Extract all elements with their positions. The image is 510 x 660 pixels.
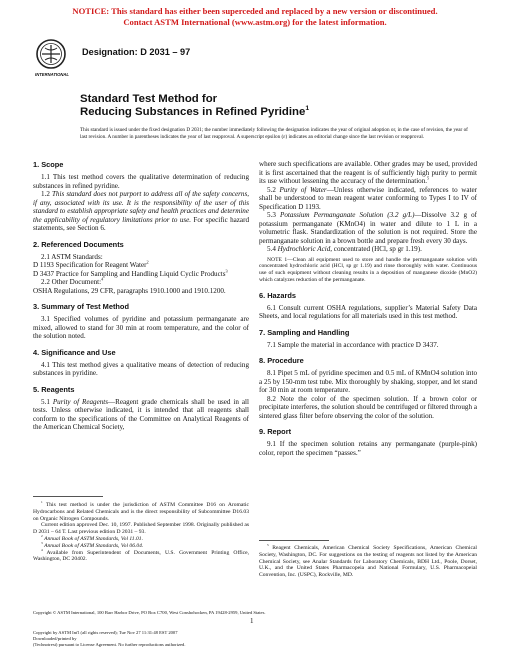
para-1-1: 1.1 This test method covers the qualitative determination of reducing substances in refined pyridine. [33, 173, 249, 190]
left-footnotes [33, 502, 249, 563]
title-text: Reducing Substances in Refined Pyridine [80, 106, 306, 118]
para-6-1: 6.1 Consult current OSHA regulations, supplier’s Material Safety Data Sheets, and local regulations for all materials used in this test method. [259, 303, 477, 321]
ref-d1193 [33, 261, 249, 270]
designation: Designation: D 2031 – 97 [82, 47, 191, 57]
section-3-heading: 3. Summary of Test Method [33, 302, 129, 311]
right-footnotes [259, 545, 477, 579]
footnote-2-text: Annual Book of ASTM Standards, Vol 11.01. [44, 535, 143, 542]
para-1-2 [33, 190, 249, 233]
para-1-2-tail: For specific hazard statements, see Section 6. [33, 215, 249, 232]
section-7-heading: 7. Sampling and Handling [259, 327, 350, 337]
footnote-3 [33, 540, 249, 550]
footnote-4-text: Available from Superintendent of Documents, U.S. Government Printing Office, Washington, DC 20402. [33, 549, 249, 563]
section-5-heading: 5. Reagents [33, 384, 75, 394]
para-5-2 [259, 186, 477, 212]
para-5-2-italic: Purity of Water [279, 185, 327, 194]
ref-d3437 [33, 270, 249, 279]
footnote-4-mark: 4 [41, 547, 43, 552]
issuance-statement: This standard is issued under the fixed designation D 2031; the number immediately following the designation indicates the year of original adoption or, in the case of revision, the year of last revision. A number in parentheses indicates the year of last reapproval. A superscript epsilon (ε) indicates an editorial change since the last revision or reapproval. [80, 127, 468, 140]
para-5-4 [259, 245, 477, 254]
footnote-2 [33, 536, 249, 543]
footnote-3-mark: 3 [41, 540, 43, 545]
footnote-5 [259, 545, 477, 579]
footnote-3-text: Annual Book of ASTM Standards, Vol 06.04. [44, 542, 144, 549]
footnote-2-mark: 2 [41, 534, 43, 539]
footnote-5-text: Reagent Chemicals, American Chemical Society Specifications, American Chemical Society, Washington, DC. For suggestions on the testing of reagents not listed by the American Chemical Society, see Analar Standards for Laboratory Chemicals, BDH Ltd., Poole, Dorset, U.K., and the United States Pharmacopeia and National Formulary, U.S. Pharmacopeial Convention, Inc. (USPC), Rockville, MD. [259, 545, 477, 579]
ref-osha: OSHA Regulations, 29 CFR, paragraphs 1910.1000 and 1910.1200. [33, 286, 226, 295]
footnote-1 [33, 502, 249, 522]
notice-line-1: NOTICE: This standard has either been superceded and replaced by a new version or discontinued. [72, 6, 438, 16]
title-line-1: Standard Test Method for [80, 93, 218, 105]
logo-subtext: INTERNATIONAL [35, 72, 69, 77]
left-footnote-rule [33, 496, 103, 497]
para-5-3-num: 5.3 [267, 211, 280, 219]
section-9-heading: 9. Report [259, 427, 292, 437]
para-8-2: 8.2 Note the color of the specimen solution. If a brown color or precipitate interferes, the solution should be centrifuged or filtered through a sintered glass filter before observing the color of the solution. [259, 394, 477, 420]
para-5-1 [33, 398, 249, 432]
para-7-1: 7.1 Sample the material in accordance with practice D 3437. [267, 340, 439, 349]
watermark-line-1: Copyright by ASTM Int'l (all rights reserved); Tue Nov 27 11:31:48 EST 2007 [33, 630, 178, 635]
license-watermark [33, 630, 186, 648]
para-5-4-italic: Hydrochloric Acid [277, 245, 331, 253]
note-1: NOTE 1—Clean all equipment used to store and handle the permanganate solution with concentrated hydrochloric acid (HCl, sp gr 1.19) and rinse thoroughly with water. Continuous use of such equipment without cleaning results in a deposition of manganese dioxide (MnO2) which catalyzes reduction of the permanganate. [259, 256, 477, 283]
para-3-1: 3.1 Specified volumes of pyridine and potassium permanganate are mixed, allowed to stand for 30 min at room temperature, and the color of the solution noted. [33, 315, 249, 340]
para-5-1-cont-text: where such specifications are available. Other grades may be used, provided it is first ascertained that the reagent is of sufficiently high purity to permit its use without lessening the accuracy of the determination. [259, 160, 477, 185]
para-1-2-italic: This standard does not purport to address all of the safety concerns, if any, associated with its use. It is the responsibility of the user of this standard to establish appropriate safety and health practices and determine the applicability of regulatory limitations prior to use. [33, 190, 250, 224]
supersede-notice [0, 6, 510, 28]
copyright-line: Copyright © ASTM International, 100 Barr Harbor Drive, PO Box C700, West Conshohocken, PA 19428-2959, United States. [33, 610, 266, 615]
ref-d3437-fn: 3 [225, 268, 228, 274]
section-2-heading: 2. Referenced Documents [33, 239, 124, 249]
para-2-2-fn: 4 [101, 276, 104, 282]
para-5-1-continued [259, 160, 477, 186]
para-5-3 [259, 211, 477, 245]
title-line-2 [80, 106, 309, 119]
para-5-1-fn: 5 [427, 175, 430, 181]
para-5-3-tail: —Dissolve 3.2 g of potassium permanganate (KMnO4) in water and dilute to 1 L in a volumetric flask. Standardization of the solution is not required. Store the permanganate solution in a brown bottle and prepare fresh every 30 days. [259, 211, 477, 245]
para-8-1: 8.1 Pipet 5 mL of pyridine specimen and 0.5 mL of KMnO4 solution into a 25 by 150-mm test tube. Mix thoroughly by shaking, stopper, and let stand for 30 min at room temperature. [259, 369, 477, 395]
footnote-1-mark: 1 [41, 500, 43, 505]
footnote-5-mark: 5 [267, 543, 269, 548]
para-5-2-num: 5.2 [267, 185, 280, 194]
left-column [33, 160, 249, 432]
para-2-2-text: 2.2 Other Document: [41, 278, 102, 286]
para-2-1: 2.1 ASTM Standards: [41, 252, 103, 261]
para-5-1-italic: Purity of Reagents [52, 397, 109, 406]
section-8-heading: 8. Procedure [259, 356, 304, 366]
para-5-1-tail: —Reagent grade chemicals shall be used in all tests. Unless otherwise indicated, it is intended that all reagents shall conform to the specifications of the Committee on Analytical Reagents of the American Chemical Society, [33, 397, 249, 431]
page-number: 1 [250, 617, 254, 625]
para-5-2-tail: —Unless otherwise indicated, references to water shall be understood to mean reagent water conforming to Types I to IV of Specification D 1193. [259, 185, 478, 211]
footnote-1-text: This test method is under the jurisdiction of ASTM Committee D16 on Aromatic Hydrocarbons and Related Chemicals and is the direct responsibility of Subcommittee D16.03 on Organic Nitrogen Compounds. [33, 502, 249, 522]
right-column [259, 160, 477, 457]
watermark-line-2: Downloaded/printed by [33, 636, 77, 641]
title-footnote-ref: 1 [305, 105, 310, 113]
ref-d3437-text: D 3437 Practice for Sampling and Handling Liquid Cyclic Products [33, 269, 226, 278]
footnote-4 [33, 547, 249, 564]
para-4-1: 4.1 This test method gives a qualitative means of detection of reducing substances in pyridine. [33, 360, 249, 377]
para-5-4-num: 5.4 [267, 245, 278, 253]
section-4-heading: 4. Significance and Use [33, 347, 116, 357]
section-1-heading: 1. Scope [33, 160, 64, 169]
watermark-line-3: (Technotrest) pursuant to License Agreement. No further reproductions authorized. [33, 642, 186, 647]
para-5-4-tail: , concentrated (HCl, sp gr 1.19). [330, 245, 422, 253]
ref-d1193-text: D 1193 Specification for Reagent Water [33, 261, 147, 269]
para-9-1: 9.1 If the specimen solution retains any permanganate (purple-pink) color, report the specimen “passes.” [259, 440, 477, 457]
footnote-1b: Current edition approved Dec. 10, 1997. Published September 1998. Originally published as D 2031 – 64 T. Last previous edition D 2031 – 93. [33, 522, 249, 536]
right-footnote-rule [259, 540, 329, 541]
para-2-2 [33, 278, 249, 287]
ref-d1193-fn: 2 [146, 259, 149, 265]
notice-line-2: Contact ASTM International (www.astm.org) for the latest information. [123, 17, 387, 27]
para-1-2-num: 1.2 [41, 190, 52, 198]
astm-logo [33, 38, 69, 82]
para-5-3-italic: Potassium Permanganate Solution (3.2 g/L) [279, 211, 415, 219]
para-5-1-num: 5.1 [41, 397, 53, 406]
section-6-heading: 6. Hazards [259, 290, 296, 300]
